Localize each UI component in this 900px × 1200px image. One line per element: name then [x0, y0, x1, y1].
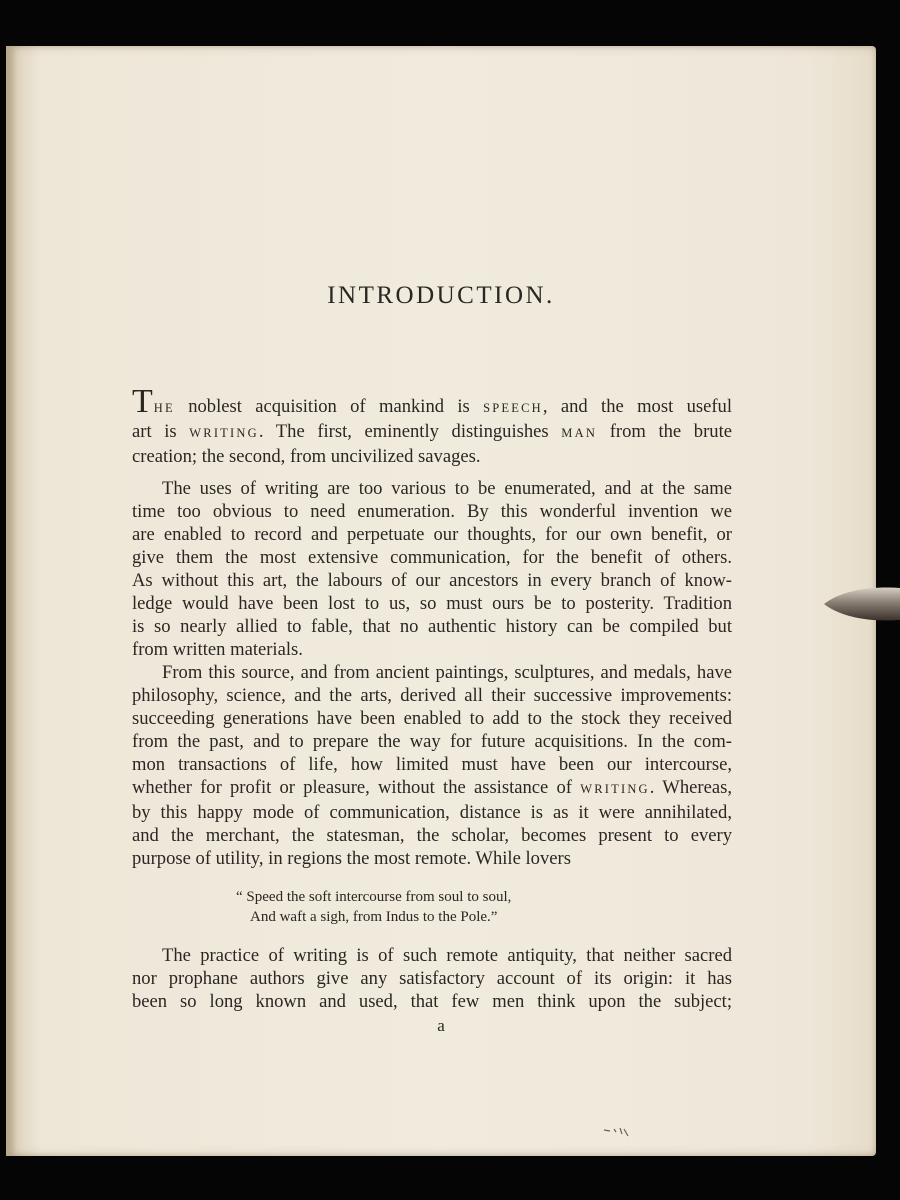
- text-line: As without this art, the labours of our ancestors in every branch of know-: [132, 570, 732, 591]
- text-line: from written materials.: [132, 639, 303, 660]
- text-line: The practice of writing is of such remote antiquity, that neither sacred: [162, 945, 732, 966]
- text-line: give them the most extensive communication, for the benefit of others.: [132, 547, 732, 568]
- text-run: art is: [132, 421, 190, 442]
- page-title: INTRODUCTION.: [327, 282, 555, 309]
- text-line: The uses of writing are too various to be enumerated, and at the same: [162, 478, 732, 499]
- text-run: from the past, and to prepare the way for future acquisitions. In the com-: [132, 731, 732, 752]
- small-caps: WRITING: [580, 782, 650, 796]
- paragraph-1: [132, 383, 733, 468]
- text-line: [132, 753, 732, 776]
- text-line: [132, 847, 732, 870]
- text-line: are enabled to record and perpetuate our thoughts, for our own benefit, or: [132, 524, 732, 545]
- ink-smudge: [602, 1126, 632, 1138]
- text-line: nor prophane authors give any satisfactory account of its origin: it has: [132, 968, 732, 989]
- quote-line-1: “ Speed the soft intercourse from soul to soul,: [236, 889, 512, 905]
- text-line: [132, 445, 732, 468]
- small-caps: SPEECH: [483, 401, 543, 415]
- text-line: [132, 730, 732, 753]
- text-run: mon transactions of life, how limited must have been our intercourse,: [132, 754, 732, 775]
- text-line: [132, 776, 732, 801]
- quote-line-2: And waft a sigh, from Indus to the Pole.”: [250, 909, 498, 925]
- signature-mark: a: [437, 1016, 445, 1035]
- drop-cap: T: [132, 383, 153, 420]
- text-run: . The first, eminently distinguishes: [258, 421, 562, 442]
- paragraph-2: [132, 477, 732, 661]
- paragraph-3: [132, 661, 732, 870]
- text-line: [132, 420, 732, 445]
- text-run: creation; the second, from uncivilized savages.: [132, 446, 481, 467]
- text-run: noblest acquisition of mankind is: [174, 396, 484, 417]
- small-caps: WRITING: [189, 426, 259, 440]
- small-caps: HE: [153, 401, 175, 415]
- text-run: from the brute: [597, 421, 733, 442]
- paragraph-4: [132, 944, 732, 1013]
- text-line: time too obvious to need enumeration. By this wonderful invention we: [132, 501, 732, 522]
- text-run: , and the most useful: [542, 396, 733, 417]
- text-run: whether for profit or pleasure, without the assistance of: [132, 777, 581, 798]
- text-run: by this happy mode of communication, distance is as it were annihilated,: [132, 802, 732, 823]
- text-line: [132, 383, 733, 420]
- text-run: From this source, and from ancient paintings, sculptures, and medals, have: [162, 662, 732, 683]
- text-line: [132, 661, 732, 684]
- text-line: [132, 801, 732, 824]
- text-line: [132, 684, 732, 707]
- verse-quotation: [236, 887, 511, 927]
- text-line: ledge would have been lost to us, so must ours be to posterity. Tradition: [132, 593, 732, 614]
- text-run: purpose of utility, in regions the most remote. While lovers: [132, 848, 571, 869]
- text-line: been so long known and used, that few men think upon the subject;: [132, 991, 732, 1012]
- bookmark-tab-icon: [822, 582, 900, 626]
- text-line: [132, 824, 732, 847]
- book-page: [6, 46, 876, 1156]
- text-run: and the merchant, the statesman, the scholar, becomes present to every: [132, 825, 732, 846]
- text-line: is so nearly allied to fable, that no authentic history can be compiled but: [132, 616, 732, 637]
- text-run: . Whereas,: [649, 777, 732, 798]
- text-run: succeeding generations have been enabled to add to the stock they received: [132, 708, 732, 729]
- small-caps: MAN: [561, 426, 598, 440]
- text-run: philosophy, science, and the arts, derived all their successive improvements:: [132, 685, 732, 706]
- text-line: [132, 707, 732, 730]
